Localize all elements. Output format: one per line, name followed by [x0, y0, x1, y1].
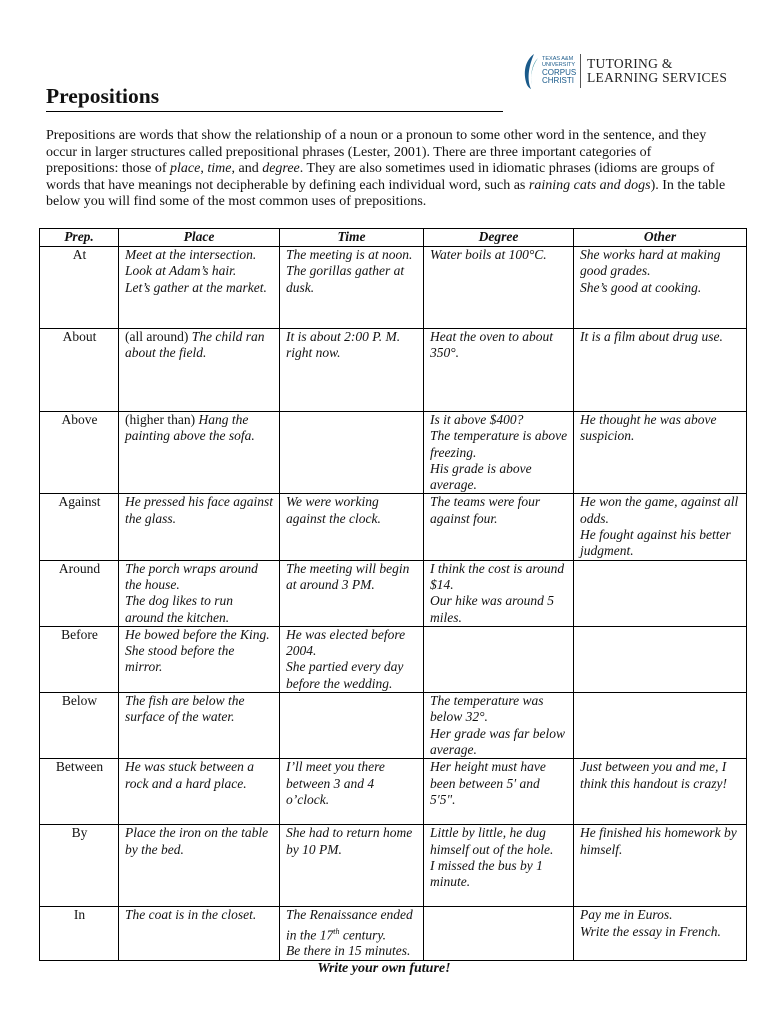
place-cell	[119, 329, 280, 412]
example-sentence	[580, 825, 741, 858]
title-rule	[46, 111, 503, 112]
sentence-text: I’ll meet you there between 3 and 4 o’clock.	[286, 759, 385, 807]
header-other: Other	[574, 229, 747, 247]
example-sentence	[430, 693, 568, 726]
example-sentence	[580, 412, 741, 445]
example-sentence	[286, 759, 418, 808]
intro-term-place: place	[170, 161, 201, 176]
place-cell	[119, 412, 280, 494]
sentence-text: Meet at the intersection.	[125, 247, 257, 262]
header-place: Place	[119, 229, 280, 247]
university-line: UNIVERSITY	[542, 62, 576, 68]
example-sentence	[286, 494, 418, 527]
degree-cell	[424, 494, 574, 560]
sentence-text: Water boils at 100°C.	[430, 247, 547, 262]
service-name	[587, 57, 727, 85]
other-cell	[574, 693, 747, 759]
example-sentence	[125, 759, 274, 792]
intro-text: Prepositions are words that show the relationship of a noun or a pronoun to some other word in the sentence, and they occur in larger structures called prepositional phrases (Lester, 2001). There are three important categories of prepositions: those of	[46, 128, 707, 176]
degree-cell	[424, 907, 574, 960]
other-cell	[574, 412, 747, 494]
prep-cell: At	[40, 247, 119, 329]
intro-text: ). In the table below you will find some of the most common uses of prepositions.	[46, 177, 726, 209]
sentence-text: Little by little, he dug himself out of the hole.	[430, 825, 554, 857]
example-sentence	[125, 412, 274, 445]
sentence-text: The child ran about the field.	[125, 329, 265, 361]
table-row	[40, 825, 747, 907]
prep-cell: In	[40, 907, 119, 960]
usage-note: (all around)	[125, 329, 192, 344]
sentence-text: She works hard at making good grades.	[580, 247, 721, 279]
table-row	[40, 494, 747, 560]
example-sentence	[286, 263, 418, 296]
logo-divider	[580, 54, 581, 88]
example-sentence	[286, 329, 418, 362]
sentence-text: Look at Adam’s hair.	[125, 263, 237, 279]
example-sentence	[286, 247, 418, 263]
example-sentence	[125, 494, 274, 527]
example-sentence	[580, 329, 741, 345]
example-sentence	[125, 247, 274, 263]
intro-term-time: time	[207, 161, 232, 176]
example-sentence	[125, 329, 274, 362]
example-sentence	[125, 593, 274, 626]
example-sentence	[125, 643, 274, 676]
sentence-text: The meeting is at noon.	[286, 247, 413, 262]
time-cell	[280, 329, 424, 412]
place-cell	[119, 907, 280, 960]
sentence-text: I think the cost is around $14.	[430, 560, 565, 592]
sentence-text: Place the iron on the table by the bed.	[125, 825, 269, 857]
university-line: TEXAS A&M	[542, 56, 574, 63]
example-sentence	[430, 858, 568, 891]
place-cell	[119, 759, 280, 825]
other-cell	[574, 759, 747, 825]
time-cell	[280, 247, 424, 329]
example-sentence	[430, 461, 568, 494]
sentence-text: century.	[339, 927, 386, 943]
ordinal-suffix: th	[333, 926, 340, 936]
wave-logo-icon	[520, 52, 540, 90]
other-cell	[574, 825, 747, 907]
other-cell	[574, 494, 747, 560]
sentence-text: Is it above $400?	[430, 412, 524, 427]
prep-cell: Around	[40, 560, 119, 626]
degree-cell	[424, 693, 574, 759]
header-time: Time	[280, 229, 424, 247]
example-sentence	[286, 627, 418, 660]
table-row	[40, 412, 747, 494]
example-sentence	[430, 412, 568, 428]
sentence-text: She partied every day before the wedding.	[286, 659, 404, 691]
table-row	[40, 329, 747, 412]
place-cell	[119, 247, 280, 329]
table-row	[40, 560, 747, 626]
prepositions-table	[39, 228, 747, 961]
example-sentence	[430, 759, 568, 808]
example-sentence	[430, 494, 568, 527]
intro-text: , and	[231, 161, 263, 176]
sentence-text: I missed the bus by 1 minute.	[430, 857, 543, 890]
header-degree: Degree	[424, 229, 574, 247]
place-cell	[119, 494, 280, 560]
sentence-text: The temperature is above freezing.	[430, 428, 568, 460]
university-line: CHRISTI	[542, 75, 574, 85]
sentence-text: The coat is in the closet.	[125, 907, 257, 923]
degree-cell	[424, 329, 574, 412]
intro-idiom-example: raining cats and dogs	[528, 177, 651, 193]
table-row	[40, 626, 747, 692]
example-sentence	[580, 924, 741, 940]
table-row	[40, 907, 747, 960]
example-sentence	[430, 329, 568, 362]
usage-note: (higher than)	[125, 412, 199, 427]
sentence-text: We were working against the clock.	[286, 494, 381, 526]
place-cell	[119, 693, 280, 759]
example-sentence	[580, 907, 741, 923]
sentence-text: The meeting will begin at around 3 PM.	[286, 560, 410, 592]
other-cell	[574, 907, 747, 960]
sentence-text: He finished his homework by himself.	[580, 825, 737, 857]
sentence-text: Be there in 15 minutes.	[286, 943, 411, 959]
sentence-text: She’s good at cooking.	[580, 279, 702, 295]
footer-slogan: Write your own future!	[317, 961, 451, 976]
time-cell	[280, 693, 424, 759]
degree-cell	[424, 247, 574, 329]
other-cell	[574, 560, 747, 626]
degree-cell	[424, 759, 574, 825]
prep-cell: Against	[40, 494, 119, 560]
sentence-text: His grade is above average.	[430, 460, 532, 493]
sentence-text: She had to return home by 10 PM.	[286, 825, 413, 857]
table-header-row	[40, 229, 747, 247]
sentence-text: He won the game, against all odds.	[580, 494, 739, 526]
sentence-text: He thought he was above suspicion.	[580, 412, 717, 444]
example-sentence	[580, 527, 741, 560]
table-row	[40, 693, 747, 759]
degree-cell	[424, 412, 574, 494]
example-sentence	[286, 907, 418, 943]
example-sentence	[430, 561, 568, 594]
other-cell	[574, 626, 747, 692]
sentence-text: The Renaissance ended in the 17	[286, 907, 413, 943]
sentence-text: Pay me in Euros.	[580, 907, 673, 923]
example-sentence	[430, 825, 568, 858]
sentence-text: Heat the oven to about 350°.	[430, 329, 553, 361]
example-sentence	[125, 263, 274, 279]
prep-cell: By	[40, 825, 119, 907]
sentence-text: Just between you and me, I think this handout is crazy!	[580, 759, 727, 791]
example-sentence	[125, 280, 274, 296]
sentence-text: Write the essay in French.	[580, 923, 721, 939]
sentence-text: It is a film about drug use.	[580, 329, 723, 344]
table-row	[40, 247, 747, 329]
prep-cell: Before	[40, 626, 119, 692]
example-sentence	[286, 659, 418, 692]
sentence-text: He fought against his better judgment.	[580, 527, 731, 559]
example-sentence	[286, 825, 418, 858]
sentence-text: He bowed before the King.	[125, 626, 270, 642]
prep-cell: Between	[40, 759, 119, 825]
sentence-text: The teams were four against four.	[430, 494, 541, 526]
sentence-text: He was stuck between a rock and a hard place.	[125, 759, 254, 791]
place-cell	[119, 626, 280, 692]
example-sentence	[125, 561, 274, 594]
prep-cell: Below	[40, 693, 119, 759]
table-body	[40, 247, 747, 961]
other-cell	[574, 329, 747, 412]
time-cell	[280, 759, 424, 825]
place-cell	[119, 825, 280, 907]
prep-cell: About	[40, 329, 119, 412]
university-name	[542, 57, 576, 84]
intro-text: . They are also sometimes used in idiomatic phrases (idioms are groups of words that have meanings not decipherable by defining each individual word, such as	[46, 161, 715, 193]
time-cell	[280, 626, 424, 692]
header-prep: Prep.	[40, 229, 119, 247]
time-cell	[280, 825, 424, 907]
page-title: Prepositions	[46, 84, 160, 108]
example-sentence	[286, 943, 418, 959]
intro-paragraph	[46, 128, 726, 211]
example-sentence	[125, 627, 274, 643]
example-sentence	[430, 593, 568, 626]
sentence-text: It is about 2:00 P. M. right now.	[286, 329, 401, 361]
sentence-text: Her grade was far below average.	[430, 725, 565, 757]
other-cell	[574, 247, 747, 329]
example-sentence	[125, 907, 274, 923]
sentence-text: Our hike was around 5 miles.	[430, 593, 554, 625]
time-cell	[280, 412, 424, 494]
sentence-text: Her height must have been between 5′ and 5′5".	[430, 759, 546, 807]
example-sentence	[580, 280, 741, 296]
example-sentence	[430, 247, 568, 263]
sentence-text: The gorillas gather at dusk.	[286, 263, 405, 295]
example-sentence	[430, 428, 568, 461]
example-sentence	[580, 247, 741, 280]
sentence-text: He pressed his face against the glass.	[125, 494, 273, 526]
time-cell	[280, 494, 424, 560]
example-sentence	[286, 561, 418, 594]
example-sentence	[125, 825, 274, 858]
sentence-text: Hang the painting above the sofa.	[125, 412, 255, 444]
example-sentence	[125, 693, 274, 726]
sentence-text: The dog likes to run around the kitchen.	[125, 593, 233, 625]
table-row	[40, 759, 747, 825]
time-cell	[280, 560, 424, 626]
service-name-line1: TUTORING &	[587, 56, 673, 71]
sentence-text: Let’s gather at the market.	[125, 279, 267, 295]
service-name-line2: LEARNING SERVICES	[587, 70, 728, 85]
place-cell	[119, 560, 280, 626]
sentence-text: He was elected before 2004.	[286, 626, 406, 659]
example-sentence	[580, 759, 741, 792]
example-sentence	[430, 726, 568, 759]
sentence-text: She stood before the mirror.	[125, 643, 235, 675]
university-line: CORPUS	[542, 67, 577, 77]
intro-term-degree: degree	[262, 161, 300, 176]
degree-cell	[424, 825, 574, 907]
sentence-text: The fish are below the surface of the water.	[125, 693, 245, 725]
example-sentence	[580, 494, 741, 527]
degree-cell	[424, 626, 574, 692]
sentence-text: The temperature was below 32°.	[430, 693, 544, 725]
sentence-text: The porch wraps around the house.	[125, 560, 258, 592]
time-cell	[280, 907, 424, 960]
tls-logo	[520, 52, 727, 90]
prep-cell: Above	[40, 412, 119, 494]
degree-cell	[424, 560, 574, 626]
intro-text: ,	[200, 161, 208, 176]
